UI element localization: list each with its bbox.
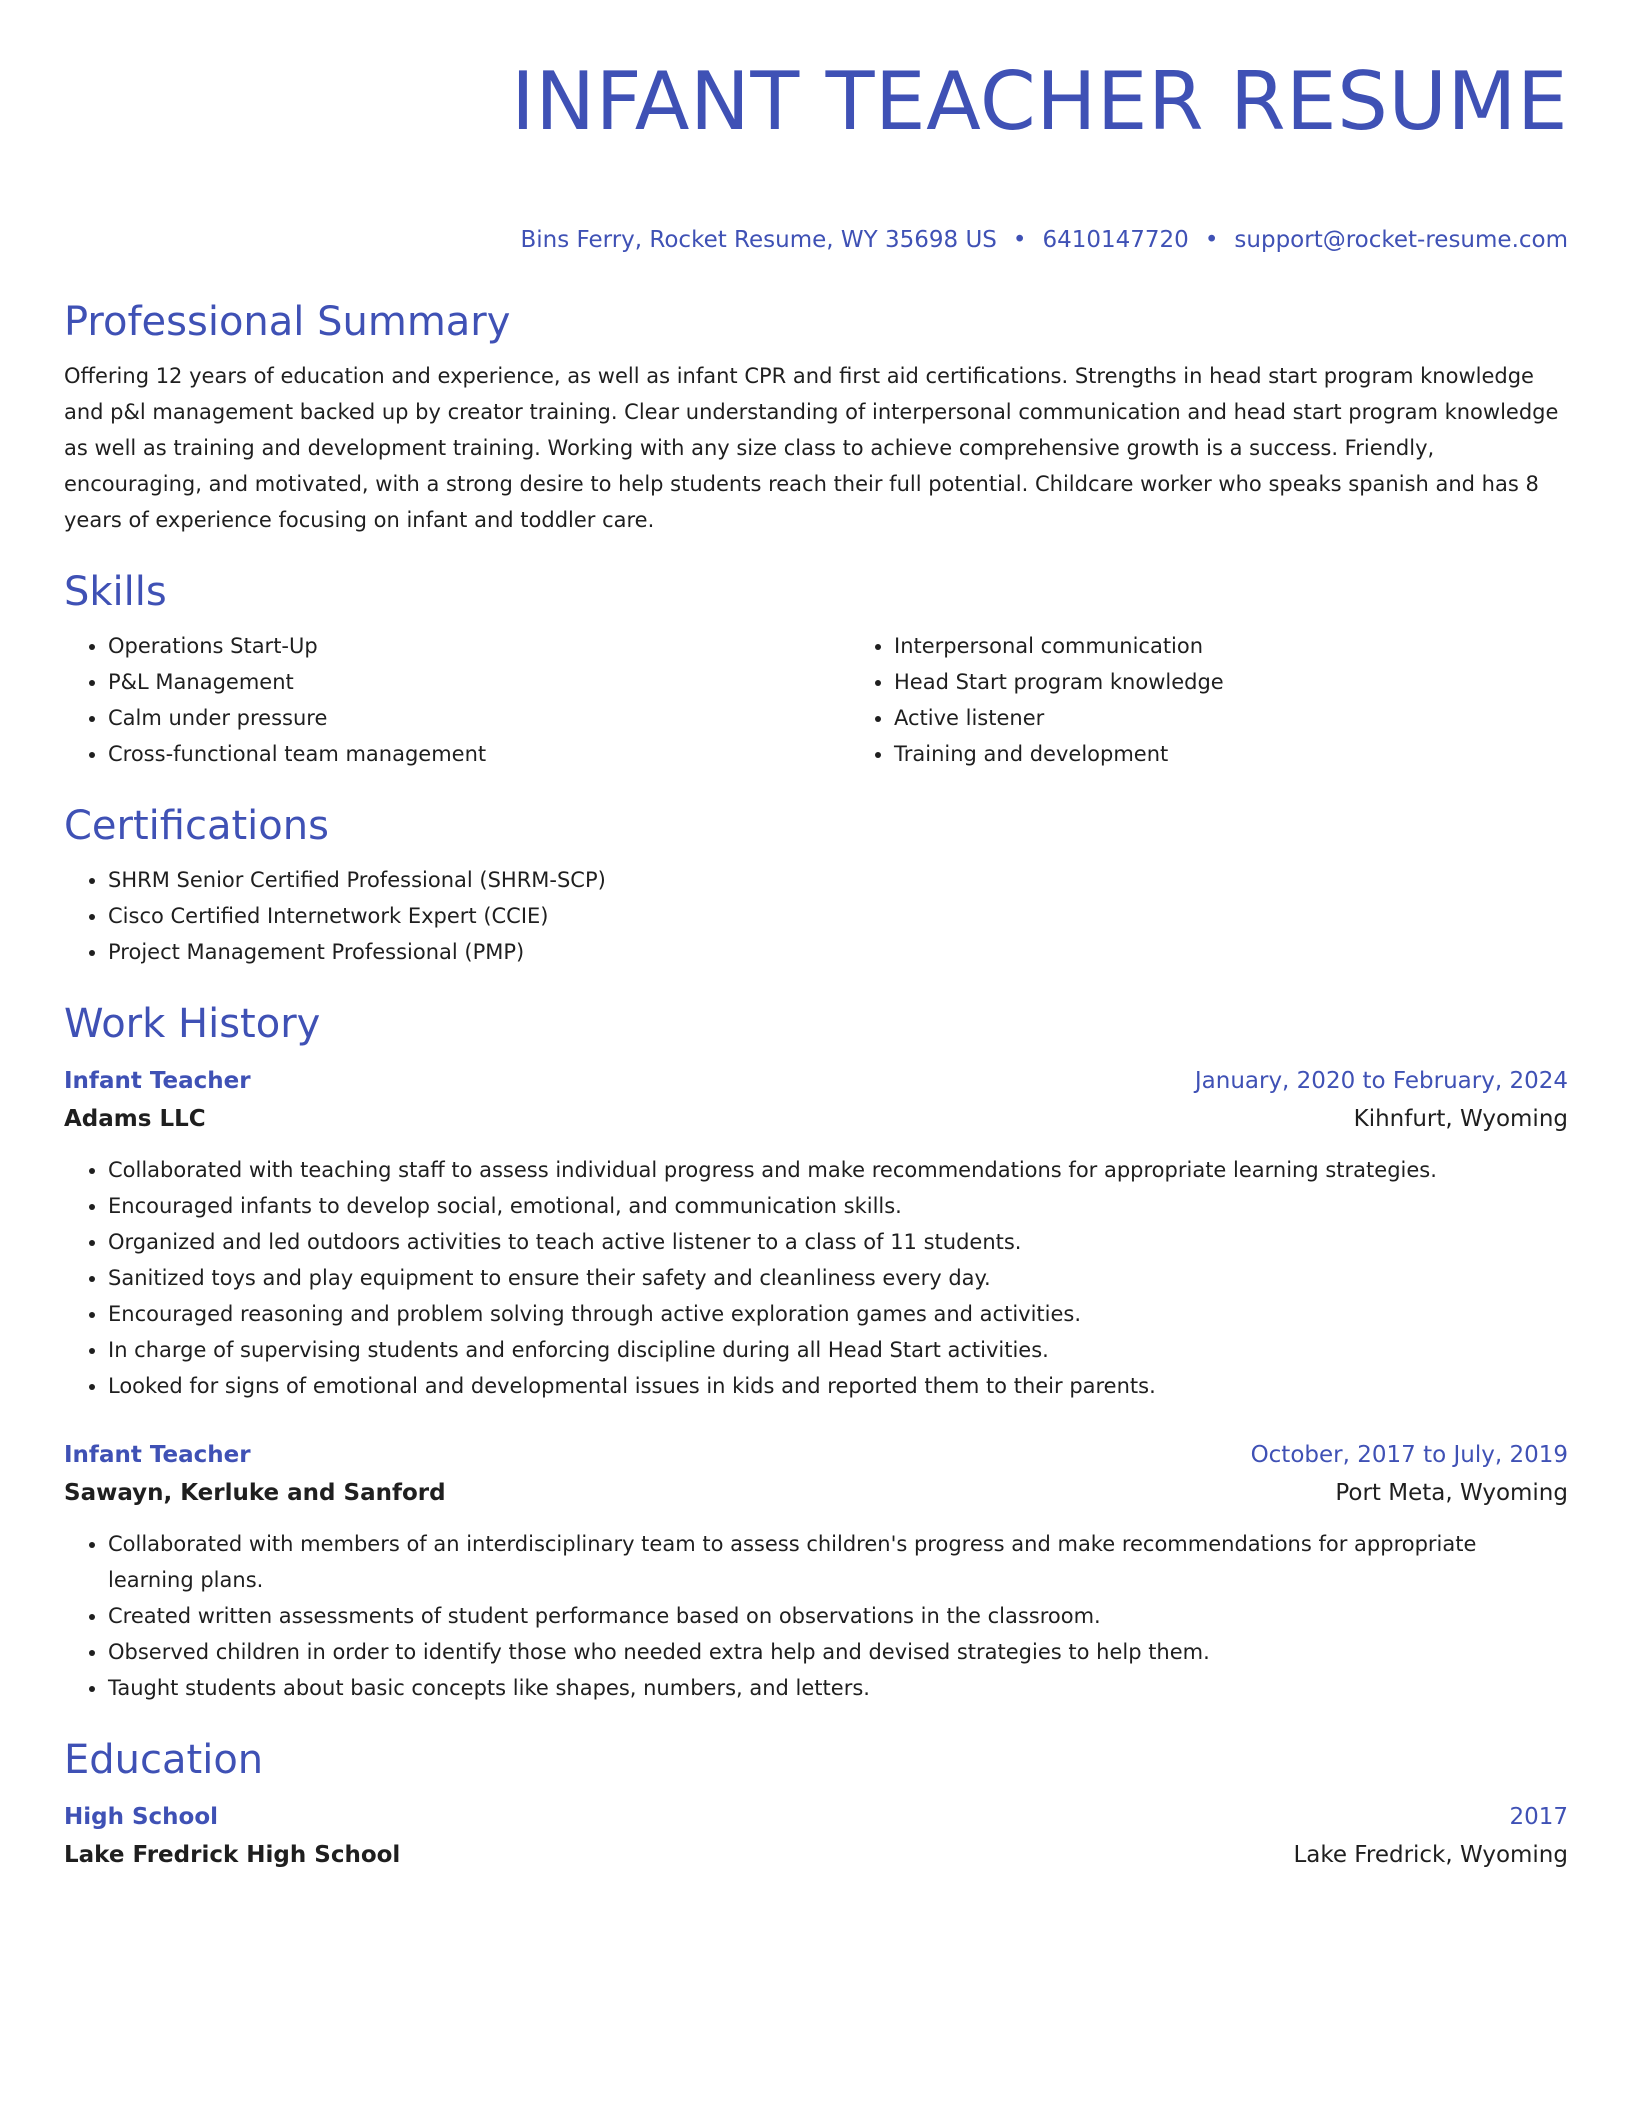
job-duty: • Looked for signs of emotional and developmental issues in kids and reported them to their parents. [108, 1368, 1568, 1404]
skills-column-right [850, 628, 1632, 772]
skill-item: • Head Start program knowledge [894, 664, 1632, 700]
contact-separator: • [1012, 227, 1027, 253]
job-header [64, 1436, 1568, 1474]
skill-item: • Calm under pressure [108, 700, 850, 736]
job-duty: • Observed children in order to identify those who needed extra help and devised strategies to help them. [108, 1634, 1568, 1670]
job-duty: • Created written assessments of student performance based on observations in the classroom. [108, 1598, 1568, 1634]
certification-item: • Project Management Professional (PMP) [108, 934, 1568, 970]
work-history-heading: Work History [64, 1001, 321, 1047]
summary-text: Offering 12 years of education and experience, as well as infant CPR and first aid certifications. Strengths in head start program knowledge and p&l management backed up by creator training. Clear understanding of interpersonal communication and head start program knowledge as well as training and development training. Working with any size class to achieve comprehensive growth is a success. Friendly, encouraging, and motivated, with a strong desire to help students reach their full potential. Childcare worker who speaks spanish and has 8 years of experience focusing on infant and toddler care. [64, 364, 1559, 532]
education-year: 2017 [1509, 1804, 1568, 1830]
job-header [64, 1062, 1568, 1100]
education-heading: Education [64, 1737, 264, 1783]
contact-address: Bins Ferry, Rocket Resume, WY 35698 US [520, 227, 997, 253]
skill-item: • Operations Start-Up [108, 628, 850, 664]
contact-line [64, 224, 1568, 256]
skills-list [64, 628, 1568, 772]
education-location: Lake Fredrick, Wyoming [1293, 1842, 1568, 1868]
certification-item: • SHRM Senior Certified Professional (SHRM-SCP) [108, 862, 1568, 898]
skill-item: • Training and development [894, 736, 1632, 772]
resume-title: INFANT TEACHER RESUME [511, 55, 1568, 148]
job-duty: • Encouraged reasoning and problem solving through active exploration games and activities. [108, 1296, 1568, 1332]
job-duty: • Encouraged infants to develop social, emotional, and communication skills. [108, 1188, 1568, 1224]
education-subheader [64, 1836, 1568, 1874]
job-duty: • Taught students about basic concepts like shapes, numbers, and letters. [108, 1670, 1568, 1706]
job-entry [64, 1436, 1568, 1706]
job-subheader [64, 1474, 1568, 1512]
job-duty: • Organized and led outdoors activities to teach active listener to a class of 11 students. [108, 1224, 1568, 1260]
skill-item: • P&L Management [108, 664, 850, 700]
skills-heading: Skills [64, 569, 167, 615]
certifications-heading: Certifications [64, 803, 329, 849]
job-title: Infant Teacher [64, 1068, 251, 1094]
job-entry [64, 1062, 1568, 1404]
contact-phone[interactable]: 6410147720 [1042, 227, 1189, 253]
job-duty: • In charge of supervising students and enforcing discipline during all Head Start activities. [108, 1332, 1568, 1368]
contact-separator: • [1204, 227, 1219, 253]
job-duty: • Collaborated with teaching staff to assess individual progress and make recommendations for appropriate learning strategies. [108, 1152, 1568, 1188]
certifications-list [64, 862, 1568, 970]
education-header [64, 1798, 1568, 1836]
contact-email[interactable]: support@rocket-resume.com [1234, 227, 1568, 253]
job-duty: • Sanitized toys and play equipment to ensure their safety and cleanliness every day. [108, 1260, 1568, 1296]
skill-item: • Cross-functional team management [108, 736, 850, 772]
job-employer: Sawayn, Kerluke and Sanford [64, 1480, 446, 1506]
job-title: Infant Teacher [64, 1442, 251, 1468]
skill-item: • Active listener [894, 700, 1632, 736]
job-location: Port Meta, Wyoming [1335, 1480, 1568, 1506]
job-employer: Adams LLC [64, 1106, 206, 1132]
skills-column-left [64, 628, 850, 772]
job-subheader [64, 1100, 1568, 1138]
resume-page [64, 0, 1568, 1874]
job-location: Kihnfurt, Wyoming [1353, 1106, 1568, 1132]
job-duties [64, 1152, 1568, 1404]
job-dates: October, 2017 to July, 2019 [1250, 1442, 1568, 1468]
education-school: Lake Fredrick High School [64, 1842, 401, 1868]
job-duty: • Collaborated with members of an interdisciplinary team to assess children's progress and make recommendations for appropriate learning plans. [108, 1526, 1568, 1598]
summary-heading: Professional Summary [64, 299, 511, 345]
education-entry [64, 1798, 1568, 1874]
job-duties [64, 1526, 1568, 1706]
certification-item: • Cisco Certified Internetwork Expert (CCIE) [108, 898, 1568, 934]
skill-item: • Interpersonal communication [894, 628, 1632, 664]
job-dates: January, 2020 to February, 2024 [1194, 1068, 1568, 1094]
education-degree: High School [64, 1804, 219, 1830]
